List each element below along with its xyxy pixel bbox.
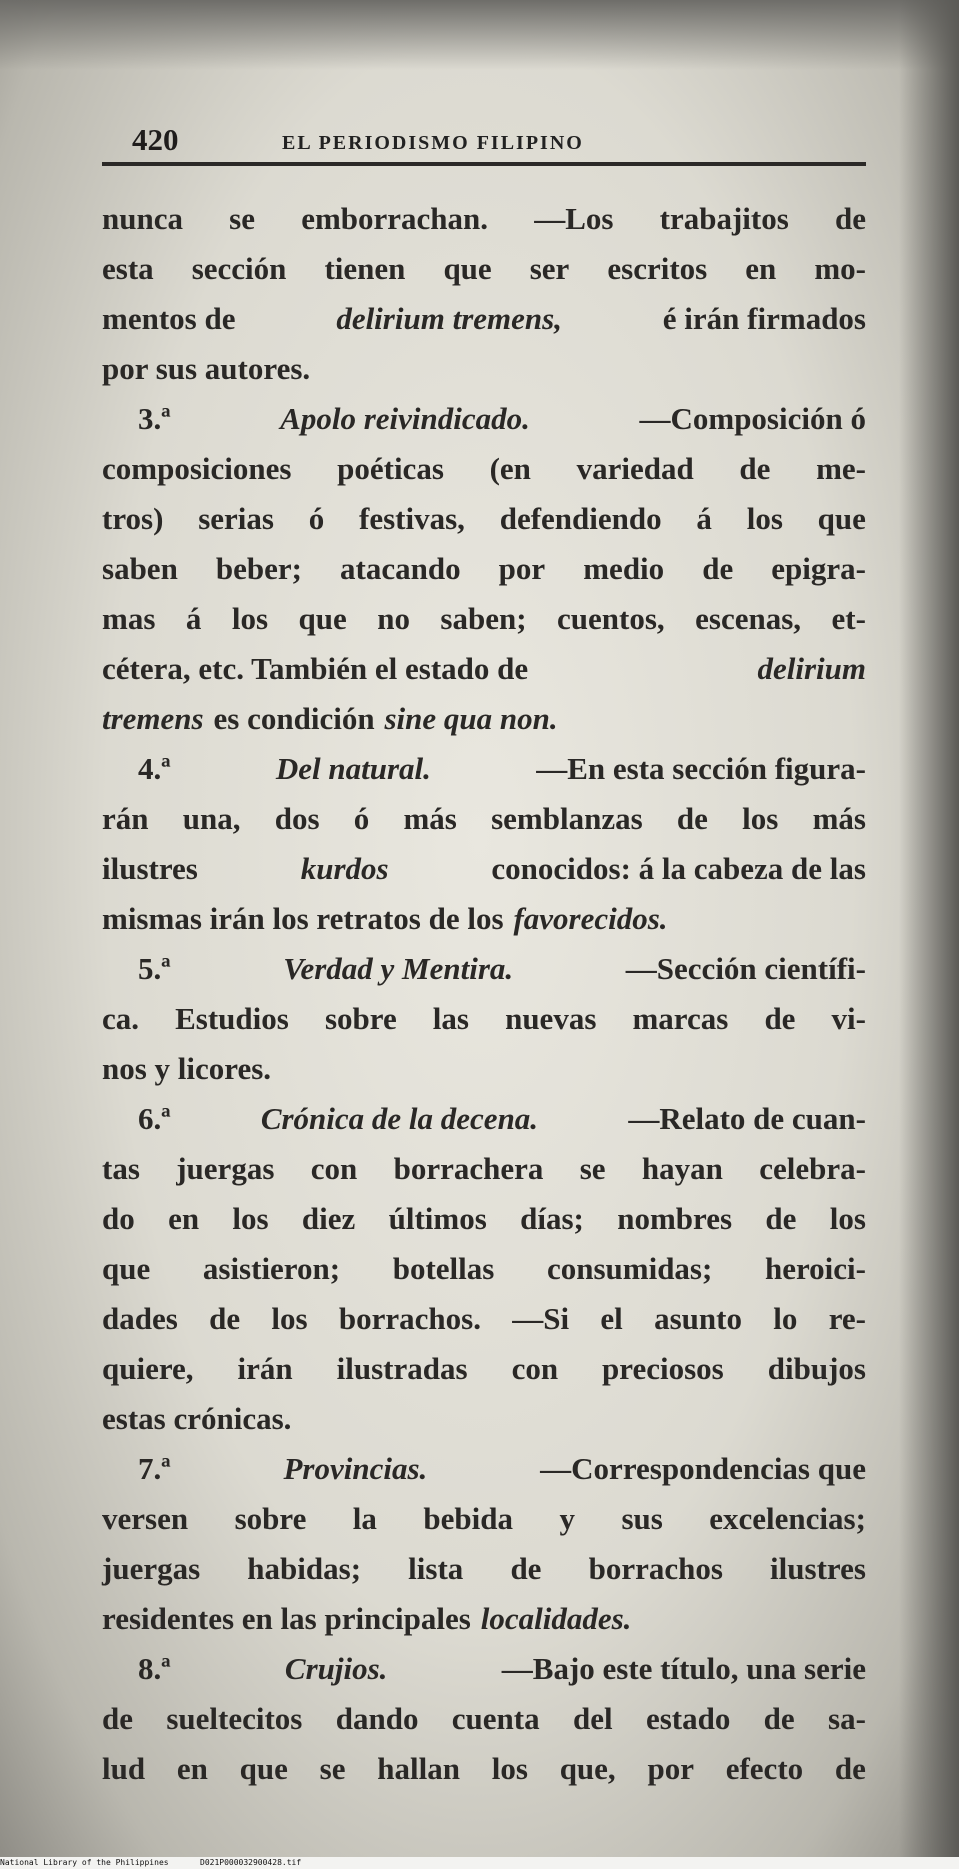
word: asistieron; <box>202 1251 341 1286</box>
word: cuentos, <box>557 601 665 636</box>
word: nunca <box>102 201 183 236</box>
word: que <box>239 1751 288 1786</box>
text-line <box>102 544 866 594</box>
word: los <box>742 801 779 836</box>
word: los <box>491 1751 528 1786</box>
text-line <box>102 1644 866 1694</box>
text-line <box>102 244 866 294</box>
word: epigra- <box>771 551 866 586</box>
text-line <box>102 294 866 344</box>
word: del <box>572 1701 613 1736</box>
word: sobre <box>234 1501 307 1536</box>
word: (en <box>489 451 531 486</box>
word: festivas, <box>359 501 465 536</box>
italic-segment: localidades. <box>480 1601 632 1636</box>
text-line <box>102 494 866 544</box>
word: de <box>765 1201 797 1236</box>
text-segment: cétera, etc. También el estado de <box>102 651 529 686</box>
text-line <box>102 994 866 1044</box>
word: defendiendo <box>499 501 662 536</box>
word: de <box>764 1001 796 1036</box>
word: de <box>835 201 866 236</box>
word: nombres <box>617 1201 733 1236</box>
text-line <box>102 1344 866 1394</box>
word: poéticas <box>337 451 444 486</box>
word: en <box>176 1751 208 1786</box>
word: que <box>298 601 347 636</box>
word: mo- <box>814 251 866 286</box>
word: heroici- <box>764 1251 866 1286</box>
word: —Los <box>534 201 614 236</box>
word: más <box>812 801 866 836</box>
word: que <box>443 251 492 286</box>
word: con <box>310 1151 358 1186</box>
text-line <box>102 1194 866 1244</box>
word: los <box>746 501 783 536</box>
text-line <box>102 444 866 494</box>
word: re- <box>828 1301 866 1336</box>
text-segment: é irán firmados <box>662 301 866 336</box>
text-line <box>102 1694 866 1744</box>
word: hayan <box>641 1151 723 1186</box>
word: ó <box>308 501 325 536</box>
word: borrachos <box>588 1551 723 1586</box>
italic-segment: Verdad y Mentira. <box>283 951 514 986</box>
word: et- <box>831 601 866 636</box>
word: marcas <box>632 1001 729 1036</box>
word: sus <box>621 1501 663 1536</box>
word: medio <box>583 551 665 586</box>
word: quiere, <box>102 1351 194 1386</box>
word: los <box>231 601 269 636</box>
page-header <box>102 118 866 168</box>
text-segment: mentos de <box>102 301 236 336</box>
word: los <box>232 1201 269 1236</box>
text-line <box>102 344 866 394</box>
word: que <box>102 1251 151 1286</box>
word: de <box>102 1701 133 1736</box>
word: los <box>271 1301 308 1336</box>
word: vi- <box>831 1001 866 1036</box>
word: emborrachan. <box>301 201 489 236</box>
text-segment: —En esta sección figura- <box>536 751 866 786</box>
word: diez <box>301 1201 356 1236</box>
word: hallan <box>377 1751 460 1786</box>
text-segment: —Relato de cuan- <box>628 1101 866 1136</box>
word: por <box>498 551 546 586</box>
text-segment: 5.ª <box>138 951 171 986</box>
italic-segment: sine qua non. <box>384 701 558 736</box>
word: que, <box>559 1751 616 1786</box>
text-line <box>102 394 866 444</box>
word: bebida <box>423 1501 513 1536</box>
text-line <box>102 1444 866 1494</box>
word: sección <box>191 251 287 286</box>
text-segment: 4.ª <box>138 751 171 786</box>
text-line <box>102 944 866 994</box>
word: efecto <box>725 1751 804 1786</box>
text-segment: 6.ª <box>138 1101 171 1136</box>
word: de <box>834 1751 866 1786</box>
text-line <box>102 1244 866 1294</box>
word: dades <box>102 1301 178 1336</box>
word: ser <box>529 251 570 286</box>
word: juergas <box>102 1551 201 1586</box>
text-segment: estas crónicas. <box>102 1401 292 1436</box>
word: que <box>817 501 866 536</box>
word: juergas <box>176 1151 275 1186</box>
italic-segment: Crujios. <box>284 1651 388 1686</box>
text-line <box>102 594 866 644</box>
text-segment: —Composición ó <box>639 401 866 436</box>
word: Estudios <box>175 1001 289 1036</box>
word: cuenta <box>451 1701 540 1736</box>
text-segment: —Correspondencias que <box>540 1451 866 1486</box>
text-segment: 7.ª <box>138 1451 171 1486</box>
word: asunto <box>654 1301 742 1336</box>
word: con <box>511 1351 559 1386</box>
text-segment: nos y licores. <box>102 1051 272 1086</box>
header-rule <box>102 162 866 166</box>
word: por <box>647 1751 694 1786</box>
word: ca. <box>102 1001 140 1036</box>
text-line <box>102 694 866 744</box>
file-name: D021P000032900428.tif <box>200 1858 302 1867</box>
word: dibujos <box>767 1351 866 1386</box>
word: esta <box>102 251 154 286</box>
text-segment: 3.ª <box>138 401 171 436</box>
word: dando <box>335 1701 419 1736</box>
word: las <box>432 1001 469 1036</box>
word: serias <box>198 501 274 536</box>
word: sa- <box>828 1701 866 1736</box>
text-line <box>102 1294 866 1344</box>
text-line <box>102 1494 866 1544</box>
word: la <box>352 1501 377 1536</box>
word: composiciones <box>102 451 292 486</box>
word: ó <box>353 801 370 836</box>
word: do <box>102 1201 135 1236</box>
word: escritos <box>607 251 708 286</box>
scan-footer <box>0 1857 959 1869</box>
word: borrachera <box>393 1151 544 1186</box>
word: —Si <box>512 1301 570 1336</box>
word: lo <box>773 1301 798 1336</box>
text-line <box>102 844 866 894</box>
word: saben <box>102 551 178 586</box>
text-line <box>102 1744 866 1794</box>
word: de <box>510 1551 542 1586</box>
text-line <box>102 1544 866 1594</box>
word: rán <box>102 801 149 836</box>
word: una, <box>182 801 241 836</box>
word: ilustradas <box>336 1351 468 1386</box>
italic-segment: Crónica de la decena. <box>260 1101 539 1136</box>
word: habidas; <box>247 1551 362 1586</box>
word: variedad <box>576 451 694 486</box>
word: á <box>185 601 202 636</box>
text-segment: conocidos: á la cabeza de las <box>491 851 866 886</box>
word: versen <box>102 1501 189 1536</box>
word: últimos <box>388 1201 487 1236</box>
word: se <box>579 1151 606 1186</box>
word: se <box>319 1751 346 1786</box>
word: sobre <box>324 1001 397 1036</box>
word: trabajitos <box>659 201 789 236</box>
italic-segment: Provincias. <box>283 1451 428 1486</box>
word: consumidas; <box>546 1251 713 1286</box>
text-line <box>102 1144 866 1194</box>
text-segment: —Bajo este título, una serie <box>501 1651 866 1686</box>
word: semblanzas <box>491 801 643 836</box>
word: á <box>696 501 712 536</box>
text-line <box>102 794 866 844</box>
word: mas <box>102 601 156 636</box>
text-segment: ilustres <box>102 851 198 886</box>
text-line <box>102 1394 866 1444</box>
word: borrachos. <box>338 1301 481 1336</box>
word: irán <box>237 1351 293 1386</box>
word: y <box>559 1501 575 1536</box>
word: días; <box>520 1201 584 1236</box>
italic-segment: delirium tremens, <box>336 301 562 336</box>
word: en <box>168 1201 200 1236</box>
word: en <box>745 251 777 286</box>
word: lista <box>408 1551 464 1586</box>
word: de <box>676 801 708 836</box>
library-credit: National Library of the Philippines <box>0 1858 169 1867</box>
italic-segment: tremens <box>102 701 204 736</box>
text-segment: residentes en las principales <box>102 1601 471 1636</box>
italic-segment: delirium <box>757 651 866 686</box>
word: tros) <box>102 501 164 536</box>
word: saben; <box>440 601 527 636</box>
word: tas <box>102 1151 140 1186</box>
text-line <box>102 1094 866 1144</box>
text-segment: —Sección científi- <box>625 951 866 986</box>
word: escenas, <box>695 601 802 636</box>
word: de <box>739 451 771 486</box>
word: tienen <box>324 251 406 286</box>
text-segment: 8.ª <box>138 1651 171 1686</box>
word: me- <box>816 451 866 486</box>
word: el <box>600 1301 623 1336</box>
word: dos <box>274 801 320 836</box>
word: de <box>209 1301 241 1336</box>
text-line <box>102 1044 866 1094</box>
word: botellas <box>392 1251 495 1286</box>
word: de <box>763 1701 795 1736</box>
word: preciosos <box>602 1351 724 1386</box>
word: sueltecitos <box>166 1701 303 1736</box>
word: se <box>229 201 255 236</box>
italic-segment: Apolo reivindicado. <box>280 401 530 436</box>
word: atacando <box>340 551 461 586</box>
word: de <box>702 551 734 586</box>
running-title: EL PERIODISMO FILIPINO <box>282 132 584 154</box>
page-number: 420 <box>132 122 179 157</box>
word: beber; <box>215 551 302 586</box>
word: los <box>829 1201 866 1236</box>
word: lud <box>102 1751 146 1786</box>
word: celebra- <box>759 1151 866 1186</box>
italic-segment: kurdos <box>300 851 389 886</box>
text-line <box>102 194 866 244</box>
italic-segment: favorecidos. <box>513 901 668 936</box>
italic-segment: Del natural. <box>275 751 431 786</box>
text-segment: es condición <box>213 701 375 736</box>
text-line <box>102 894 866 944</box>
word: estado <box>645 1701 731 1736</box>
word: más <box>403 801 457 836</box>
word: nuevas <box>505 1001 597 1036</box>
word: excelencias; <box>709 1501 866 1536</box>
text-line <box>102 1594 866 1644</box>
word: no <box>377 601 410 636</box>
body-text <box>102 194 866 1794</box>
word: ilustres <box>770 1551 866 1586</box>
text-line <box>102 744 866 794</box>
text-segment: mismas irán los retratos de los <box>102 901 504 936</box>
text-line <box>102 644 866 694</box>
text-segment: por sus autores. <box>102 351 311 386</box>
